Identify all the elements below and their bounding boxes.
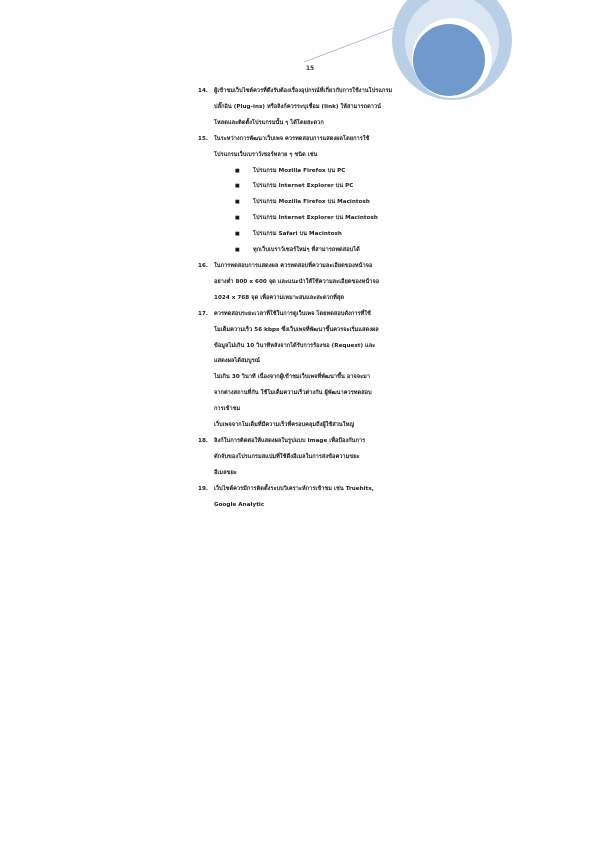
list-item-text-line: เว็บไซต์ควรมีการติดตั้งระบบวิเคราะห์การเข้าชม เช่น Truehits, bbox=[214, 485, 374, 492]
list-item-text-line: ปลั๊กอิน (Plug-ins) หรือลิงก์ควรระบุเชื่อม (link) ให้สามารถดาวน์ bbox=[214, 103, 382, 110]
document-body bbox=[198, 84, 448, 513]
list-item-number: 14. bbox=[198, 88, 209, 94]
bullet-item bbox=[235, 211, 448, 227]
list-item-text-line: ดักจับของโปรแกรมสแปมที่ใช้ดึงอีเมลในการส่งข้อความขยะ bbox=[214, 453, 360, 460]
bullet-item-text: โปรแกรม Mozilla Firefox บน Macintosh bbox=[253, 199, 370, 206]
list-item bbox=[198, 482, 448, 514]
page-number: 15 bbox=[305, 65, 315, 72]
list-item-text-line: โมเด็มความเร็ว 56 kbps ซึ่งเว็บเพจที่พัฒนาขึ้นควรจะเริ่มแสดงผล bbox=[214, 326, 379, 333]
list-item-text-line: ในระหว่างการพัฒนาเว็บเพจ ควรทดสอบการแสดงผลโดยการใช้ bbox=[214, 135, 370, 142]
bullet-item bbox=[235, 243, 448, 259]
bullet-item bbox=[235, 164, 448, 180]
list-item-text-line: ในการทดสอบการแสดงผล ควรทดสอบที่ความละเอียดของหน้าจอ bbox=[214, 262, 373, 269]
bullet-item-text: โปรแกรม Internet Explorer บน PC bbox=[253, 183, 354, 190]
list-item-number: 17. bbox=[198, 310, 209, 317]
list-item-text-line: แสดงผลได้สมบูรณ์ bbox=[214, 358, 261, 365]
bullet-item bbox=[235, 179, 448, 195]
list-item-number: 18. bbox=[198, 437, 209, 444]
list-item-text-line: ลิงก์ในการติดต่อให้แสดงผลในรูปแบบ Image เพื่อป้องกันการ bbox=[214, 437, 366, 444]
bullet-square-icon: ■ bbox=[235, 199, 240, 206]
list-item-text-line: เว็บเพจจากโมเด็มที่มีความเร็วที่ครอบคลุมถึงผู้ใช้ส่วนใหญ่ bbox=[214, 422, 355, 429]
list-item bbox=[198, 84, 448, 132]
list-item-number: 16. bbox=[198, 262, 209, 269]
list-item-text-line: การเข้าชม bbox=[214, 406, 241, 413]
list-item-text-line: โหลดและติดตั้งโปรแกรมนั้น ๆ ได้โดยสะดวก bbox=[214, 119, 324, 126]
list-item-number: 19. bbox=[198, 485, 209, 492]
bullet-square-icon: ■ bbox=[235, 247, 240, 254]
bullet-square-icon: ■ bbox=[235, 167, 240, 174]
bullet-square-icon: ■ bbox=[235, 183, 240, 190]
bullet-item-text: โปรแกรม Safari บน Macintosh bbox=[253, 231, 342, 238]
list-item-text-line: จากต่างสถานที่กัน ใช้โมเด็มความเร็วต่างกัน ผู้พัฒนาควรทดสอบ bbox=[214, 390, 372, 397]
list-item-text-line: ควรทดสอบระยะเวลาที่ใช้ในการดูเว็บเพจ โดยทดสอบดังการที่ใช้ bbox=[214, 310, 371, 317]
list-item bbox=[198, 259, 448, 307]
list-item-text-line: ข้อมูลไม่เกิน 10 วินาทีหลังจากได้รับการร้องขอ (Request) และ bbox=[214, 342, 376, 349]
bullet-square-icon: ■ bbox=[235, 215, 240, 222]
bullet-item bbox=[235, 195, 448, 211]
list-item-text-line: 1024 x 768 จุด เพื่อความเหมาะสมและสะดวกที่สุด bbox=[214, 294, 345, 301]
bullet-item-text: ทุกเว็บเบราว์เซอร์ใหม่ๆ ที่สามารถทดสอบได้ bbox=[253, 247, 360, 254]
list-item-text-line: Google Analytic bbox=[214, 501, 265, 508]
bullet-square-icon: ■ bbox=[235, 231, 240, 238]
list-item bbox=[198, 434, 448, 482]
list-item bbox=[198, 307, 448, 434]
list-item-text-line: ไม่เกิน 30 วินาที เนื่องจากผู้เข้าชมเว็บเพจที่พัฒนาขึ้น อาจจะมา bbox=[214, 374, 371, 381]
list-item-text-line: โปรแกรมเว็บเบราว์เซอร์หลาย ๆ ชนิด เช่น bbox=[214, 151, 318, 158]
bullet-item-text: โปรแกรม Internet Explorer บน Macintosh bbox=[253, 215, 378, 222]
list-item-text-line: อย่างต่ำ 800 x 600 จุด และแนะนำให้ใช้ความละเอียดของหน้าจอ bbox=[214, 278, 380, 285]
bullet-list bbox=[214, 164, 448, 259]
list-item-text-line: ผู้เข้าชมเว็บไซต์ควรที่ดึงรับต้องเรื่องอุปกรณ์ที่เกี่ยวกับการใช้งานโปรแกรม bbox=[214, 88, 393, 94]
bullet-item bbox=[235, 227, 448, 243]
list-item-number: 15. bbox=[198, 135, 209, 142]
list-item-text-line: อีเมลขยะ bbox=[214, 469, 237, 476]
list-item bbox=[198, 132, 448, 259]
bullet-item-text: โปรแกรม Mozilla Firefox บน PC bbox=[253, 167, 346, 174]
